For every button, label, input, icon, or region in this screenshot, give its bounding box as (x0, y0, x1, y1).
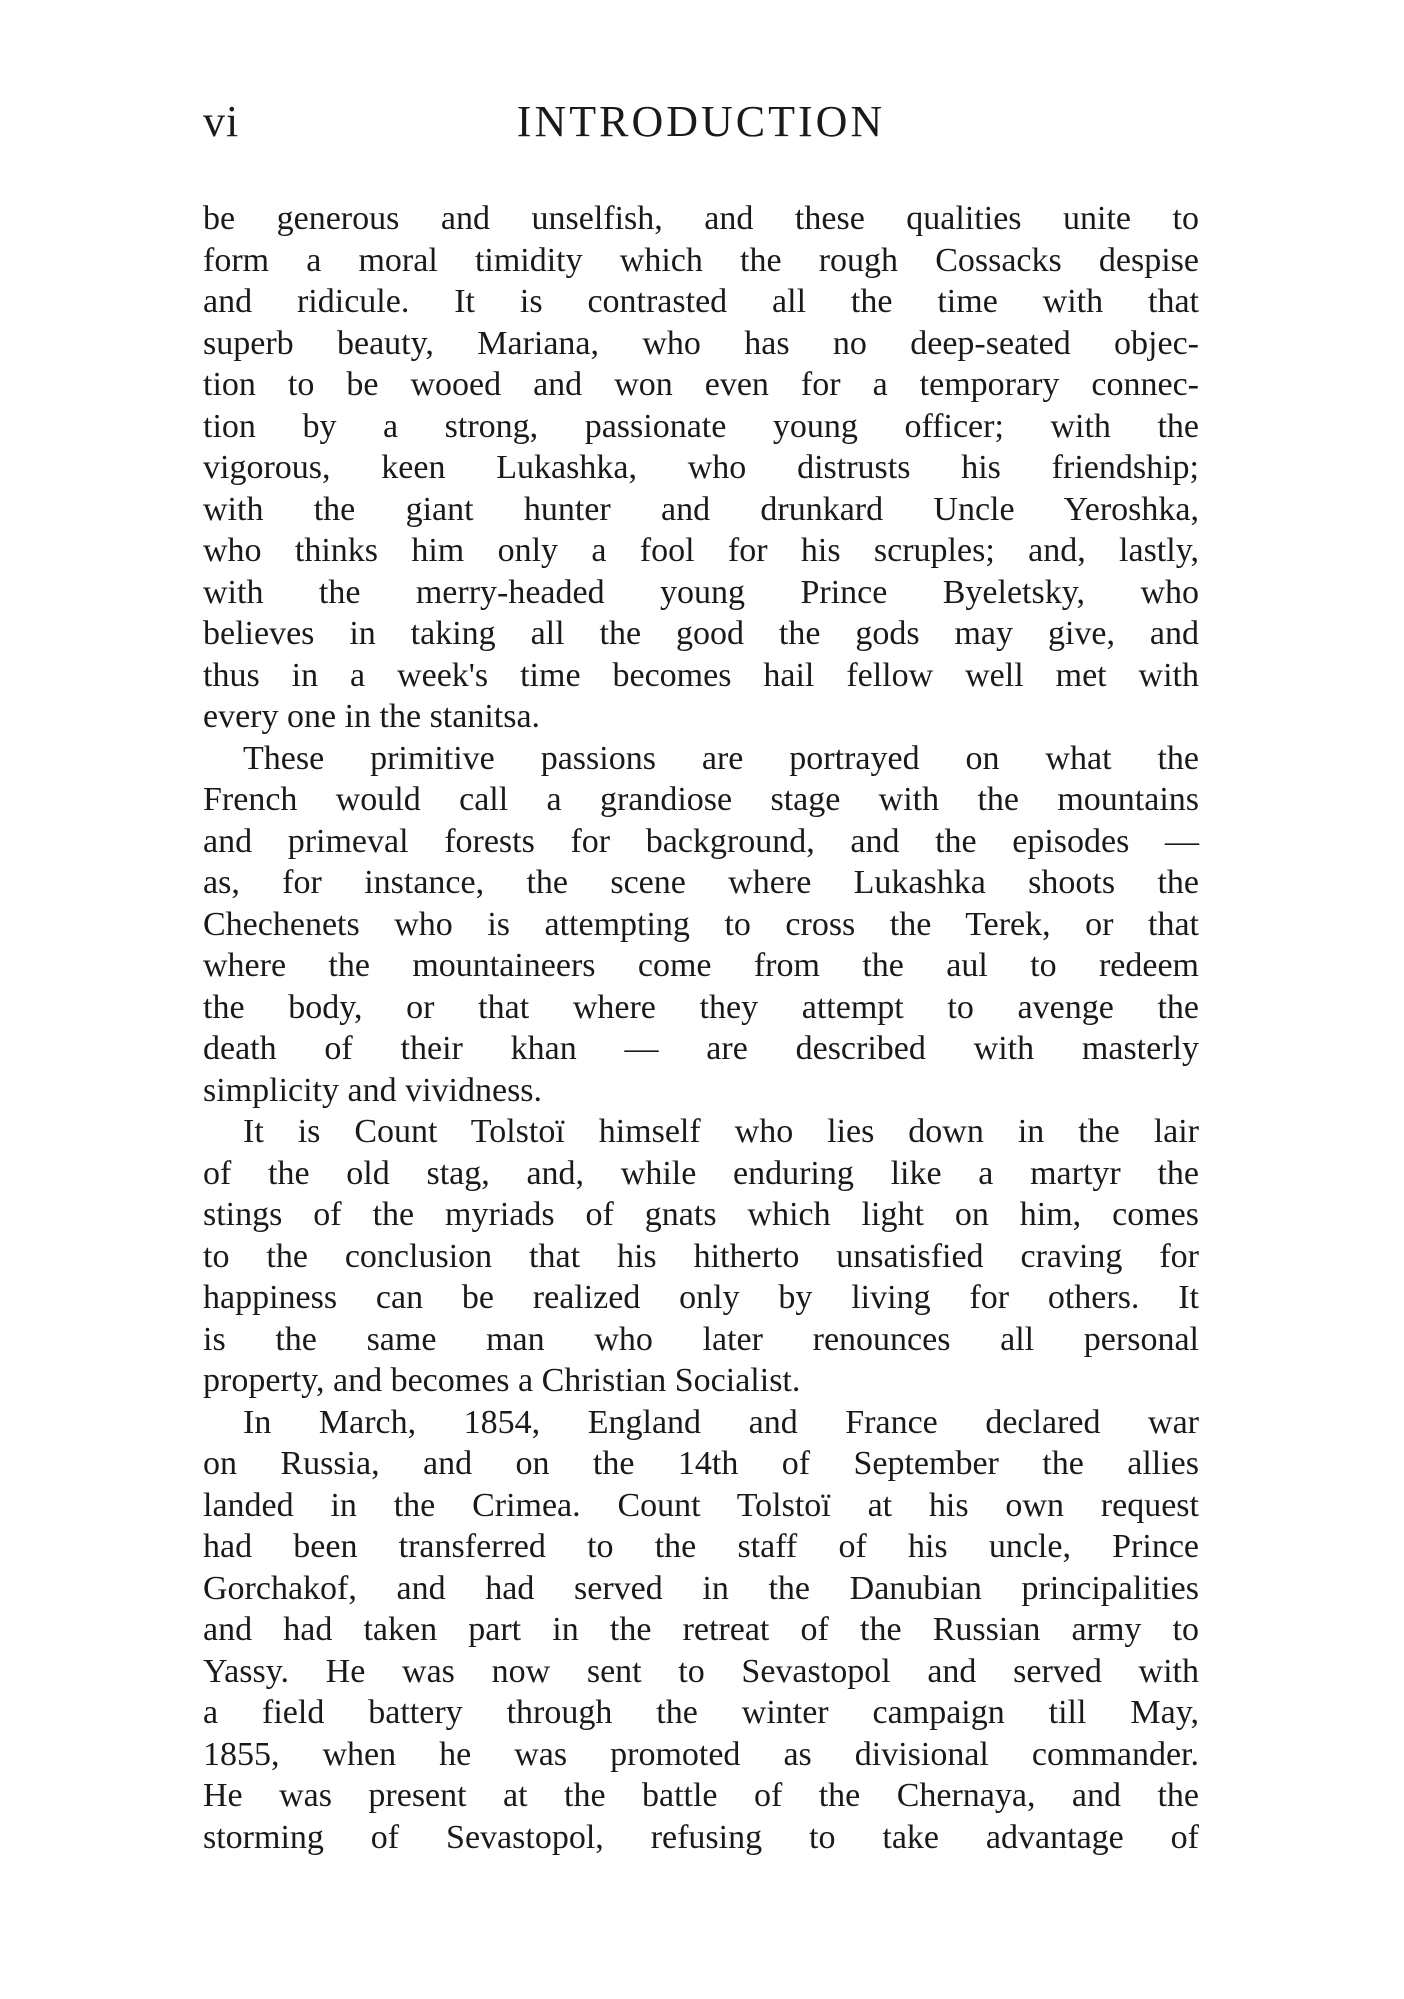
text-line: and ridicule. It is contrasted all the time with that (203, 283, 1199, 320)
text-line: vigorous, keen Lukashka, who distrusts his friendship; (203, 449, 1199, 486)
page-number: vi (203, 97, 240, 146)
page-header (203, 96, 1199, 156)
text-line: In March, 1854, England and France declared war (243, 1403, 1199, 1441)
text-line: Gorchakof, and had served in the Danubian principalities (203, 1569, 1199, 1607)
text-line: where the mountaineers come from the aul to redeem (203, 947, 1199, 984)
text-line: and primeval forests for background, and the episodes — (203, 822, 1199, 860)
text-line: and had taken part in the retreat of the Russian army to (203, 1611, 1199, 1648)
text-line: every one in the stanitsa. (203, 698, 541, 735)
text-line: tion by a strong, passionate young officer; with the (203, 407, 1199, 445)
text-line: Yassy. He was now sent to Sevastopol and served with (203, 1652, 1199, 1690)
text-line: happiness can be realized only by living for others. It (203, 1279, 1199, 1316)
text-line: tion to be wooed and won even for a temporary connec- (203, 366, 1199, 403)
text-line: with the giant hunter and drunkard Uncle Yeroshka, (203, 490, 1199, 528)
text-line: a field battery through the winter campaign till May, (203, 1694, 1199, 1731)
text-line: landed in the Crimea. Count Tolstoï at his own request (203, 1486, 1199, 1524)
text-line: the body, or that where they attempt to avenge the (203, 988, 1199, 1026)
text-line: Chechenets who is attempting to cross the Terek, or that (203, 905, 1199, 943)
text-line: 1855, when he was promoted as divisional commander. (203, 1735, 1199, 1773)
text-line: had been transferred to the staff of his uncle, Prince (203, 1528, 1199, 1565)
text-line: These primitive passions are portrayed on what the (243, 739, 1199, 777)
text-line: stings of the myriads of gnats which light on him, comes (203, 1196, 1199, 1233)
text-line: with the merry-headed young Prince Byeletsky, who (203, 573, 1199, 611)
text-line: French would call a grandiose stage with the mountains (203, 781, 1199, 818)
running-head: INTRODUCTION (516, 97, 886, 146)
text-line: storming of Sevastopol, refusing to take advantage of (203, 1818, 1199, 1856)
text-line: as, for instance, the scene where Lukashka shoots the (203, 864, 1199, 901)
text-line: form a moral timidity which the rough Cossacks despise (203, 241, 1199, 279)
text-line: is the same man who later renounces all personal (203, 1320, 1199, 1358)
text-line: It is Count Tolstoï himself who lies down in the lair (243, 1113, 1199, 1150)
text-line: property, and becomes a Christian Socialist. (203, 1362, 801, 1399)
text-line: thus in a week's time becomes hail fellow well met with (203, 656, 1199, 694)
text-line: be generous and unselfish, and these qualities unite to (203, 200, 1199, 237)
text-line: superb beauty, Mariana, who has no deep-seated objec- (203, 324, 1199, 362)
body-text (203, 198, 1199, 1858)
text-line: death of their khan — are described with masterly (203, 1030, 1199, 1067)
text-line: believes in taking all the good the gods may give, and (203, 615, 1199, 652)
text-line: to the conclusion that his hitherto unsatisfied craving for (203, 1237, 1199, 1275)
text-line: who thinks him only a fool for his scruples; and, lastly, (203, 532, 1199, 569)
text-line: He was present at the battle of the Chernaya, and the (203, 1777, 1199, 1814)
text-line: simplicity and vividness. (203, 1071, 543, 1109)
text-line: on Russia, and on the 14th of September the allies (203, 1445, 1199, 1482)
text-line: of the old stag, and, while enduring like a martyr the (203, 1154, 1199, 1192)
